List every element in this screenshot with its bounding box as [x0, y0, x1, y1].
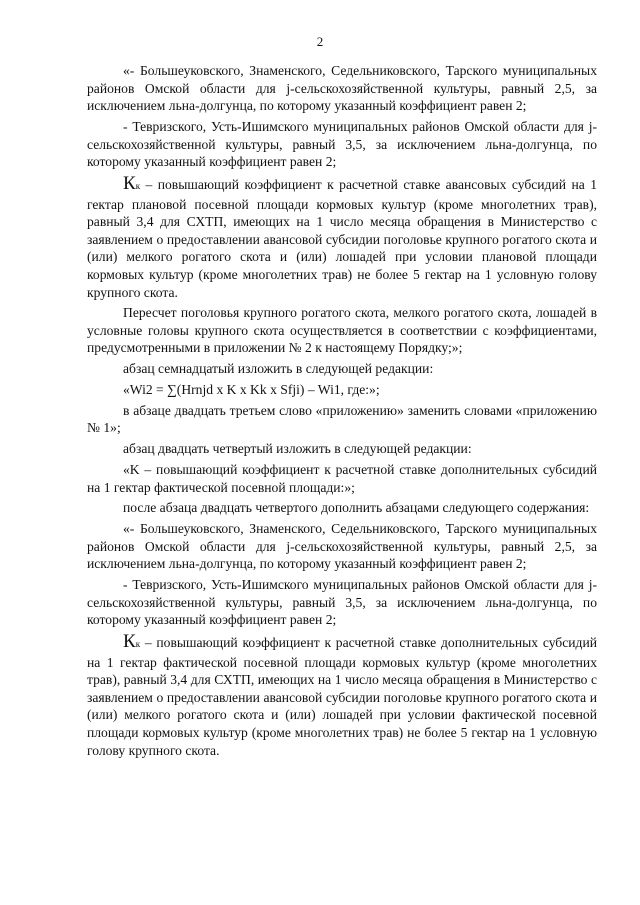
- coefficient-subscript: к: [135, 180, 141, 191]
- formula-text: «Wi2 = ∑(Hrnjd x K x Kk x Sfji) – Wi1, где:»;: [123, 382, 380, 398]
- paragraph-p12: [87, 576, 597, 629]
- paragraph-p13: [87, 632, 597, 759]
- paragraph-p10-text: после абзаца двадцать четвертого дополнить абзацами следующего содержания:: [123, 500, 590, 516]
- paragraph-p9-text: «K – повышающий коэффициент к расчетной ставке дополнительных субсидий на 1 гектар фактической посевной площади:»;: [87, 461, 597, 495]
- paragraph-p4-text: Пересчет поголовья крупного рогатого скота, мелкого рогатого скота, лошадей в условные головы крупного скота осуществляется в соответствии с коэффициентами, предусмотренными в приложении № 2 к настоящему Порядку;»;: [87, 305, 597, 356]
- paragraph-p11: [87, 520, 597, 573]
- paragraph-p10: [87, 499, 597, 517]
- paragraph-p7: [87, 402, 597, 437]
- paragraph-p9: [87, 461, 597, 496]
- coefficient-subscript: к: [135, 639, 141, 650]
- paragraph-p5-text: абзац семнадцатый изложить в следующей редакции:: [123, 361, 434, 377]
- paragraph-p1-text: «- Большеуковского, Знаменского, Седельниковского, Тарского муниципальных районов Омской области для j-сельскохозяйственной культуры, равный 2,5, за исключением льна-долгунца, по которому указанный коэффициент равен 2;: [87, 63, 597, 114]
- paragraph-p2-text: - Тевризского, Усть-Ишимского муниципальных районов Омской области для j-сельскохозяйственной культуры, равный 3,5, за исключением льна-долгунца, по которому указанный коэффициент равен 2;: [87, 118, 597, 170]
- coefficient-symbol: К: [123, 172, 136, 194]
- paragraph-p5: [87, 360, 597, 378]
- paragraph-p11-text: «- Большеуковского, Знаменского, Седельниковского, Тарского муниципальных районов Омской области для j-сельскохозяйственной культуры, равный 2,5, за исключением льна-долгунца, по которому указанный коэффициент равен 2;: [87, 521, 597, 572]
- document-body: [87, 62, 597, 762]
- page-number: 2: [316, 34, 324, 49]
- paragraph-p8: [87, 440, 597, 458]
- paragraph-p2: [87, 118, 597, 171]
- paragraph-p7-text: в абзаце двадцать третьем слово «приложению» заменить словами «приложению № 1»;: [87, 402, 597, 436]
- paragraph-p13-text: – повышающий коэффициент к расчетной ставке дополнительных субсидий на 1 гектар фактической посевной площади кормовых культур (кроме многолетних трав), равный 3,4 для СХТП, имеющих на 1 число месяца обращения в Министерство с заявлением о предоставлении авансовой субсидии поголовье крупного рогатого скота и (или) мелкого рогатого скота и (или) лошадей при условии фактической посевной площади кормовых культур (кроме многолетних трав) не более 5 гектар на 1 условную голову крупного скота.: [87, 635, 597, 758]
- paragraph-p4: [87, 304, 597, 357]
- paragraph-p3: [87, 174, 597, 301]
- coefficient-symbol: К: [123, 631, 136, 653]
- paragraph-p3-text: – повышающий коэффициент к расчетной ставке авансовых субсидий на 1 гектар плановой посевной площади кормовых культур (кроме многолетних трав), равный 3,4 для СХТП, имеющих на 1 число месяца обращения в Министерство с заявлением о предоставлении авансовой субсидии поголовье крупного рогатого скота и (или) мелкого рогатого скота и (или) лошадей при условии плановой площади кормовых культур (кроме многолетних трав) не более 5 гектар на 1 условную голову крупного скота.: [87, 176, 597, 300]
- paragraph-p12-text: - Тевризского, Усть-Ишимского муниципальных районов Омской области для j-сельскохозяйственной культуры, равный 3,5, за исключением льна-долгунца, по которому указанный коэффициент равен 2;: [87, 577, 597, 628]
- paragraph-p1: [87, 62, 597, 115]
- paragraph-p6: [87, 381, 597, 399]
- paragraph-p8-text: абзац двадцать четвертый изложить в следующей редакции:: [123, 441, 472, 457]
